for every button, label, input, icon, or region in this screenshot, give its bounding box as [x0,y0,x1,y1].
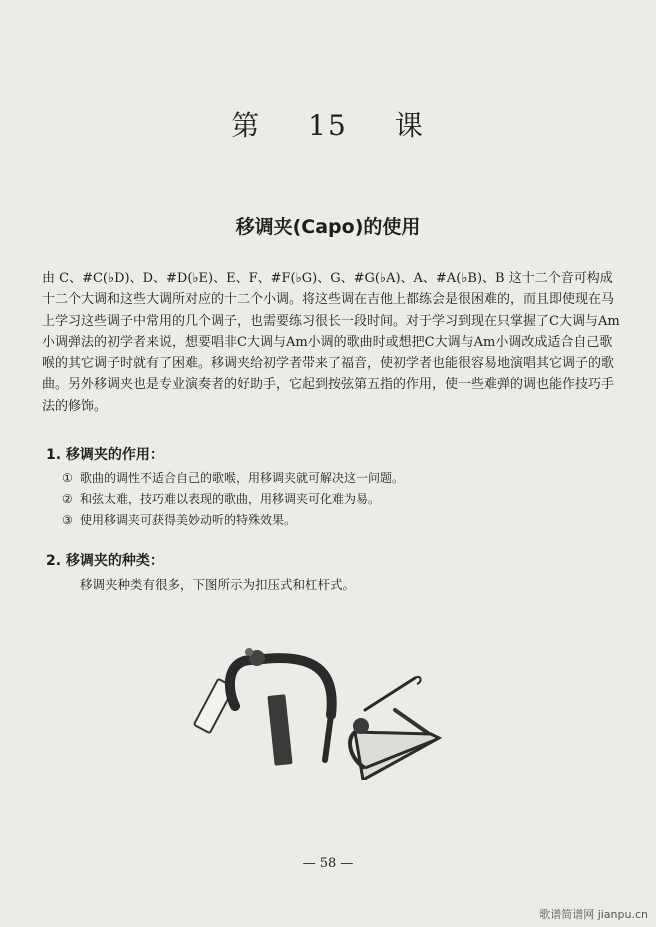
section-title: 移调夹(Capo)的使用 [235,216,421,238]
lesson-word-2: 课 [394,109,425,142]
list-item-text: 和弦太难，技巧难以表现的歌曲，用移调夹可化难为易。 [80,492,381,506]
lesson-word-1: 第 [231,109,262,142]
page-number: — 58 — [302,856,354,871]
capo-uses-list [62,468,622,531]
list-item-number: ① [62,471,73,485]
lesson-number: 15 [308,109,348,142]
list-item [62,468,622,489]
clamp-capo-image [194,648,332,766]
lever-capo-image [350,677,439,780]
heading-capo-function: 1. 移调夹的作用： [46,447,164,463]
list-item-text: 使用移调夹可获得美妙动听的特殊效果。 [80,513,297,527]
list-item [62,489,622,510]
list-item-number: ② [62,492,73,506]
intro-paragraph: 由 C、#C(♭D)、D、#D(♭E)、E、F、#F(♭G)、G、#G(♭A)、A、#A(♭B)、B 这十二个音可构成十二个大调和这些大调所对应的十二个小调。将这些调在吉他上都练会是很困难的，而且即使现在马上学习这些调子中常用的几个调子，也需要练习很长一段时间。对于学习到现在只掌握了C大调与Am小调弹法的初学者来说，想要唱非C大调与Am小调的歌曲时或想把C大调与Am小调改成适合自己歌喉的其它调子时就有了困难。移调夹给初学者带来了福音，使初学者也能很容易地演唱其它调子的歌曲。另外移调夹也是专业演奏者的好助手，它起到按弦第五指的作用，使一些难弹的调也能作技巧手法的修饰。 [42,271,620,414]
types-description: 移调夹种类有很多，下图所示为扣压式和杠杆式。 [80,577,356,592]
list-item [62,510,622,531]
watermark: 歌谱简谱网 jianpu.cn [539,908,648,921]
list-item-text: 歌曲的调性不适合自己的歌喉，用移调夹就可解决这一问题。 [80,471,405,485]
heading-capo-types: 2. 移调夹的种类： [46,553,164,569]
capo-illustration [185,640,455,780]
list-item-number: ③ [62,513,73,527]
lesson-title [0,104,656,144]
